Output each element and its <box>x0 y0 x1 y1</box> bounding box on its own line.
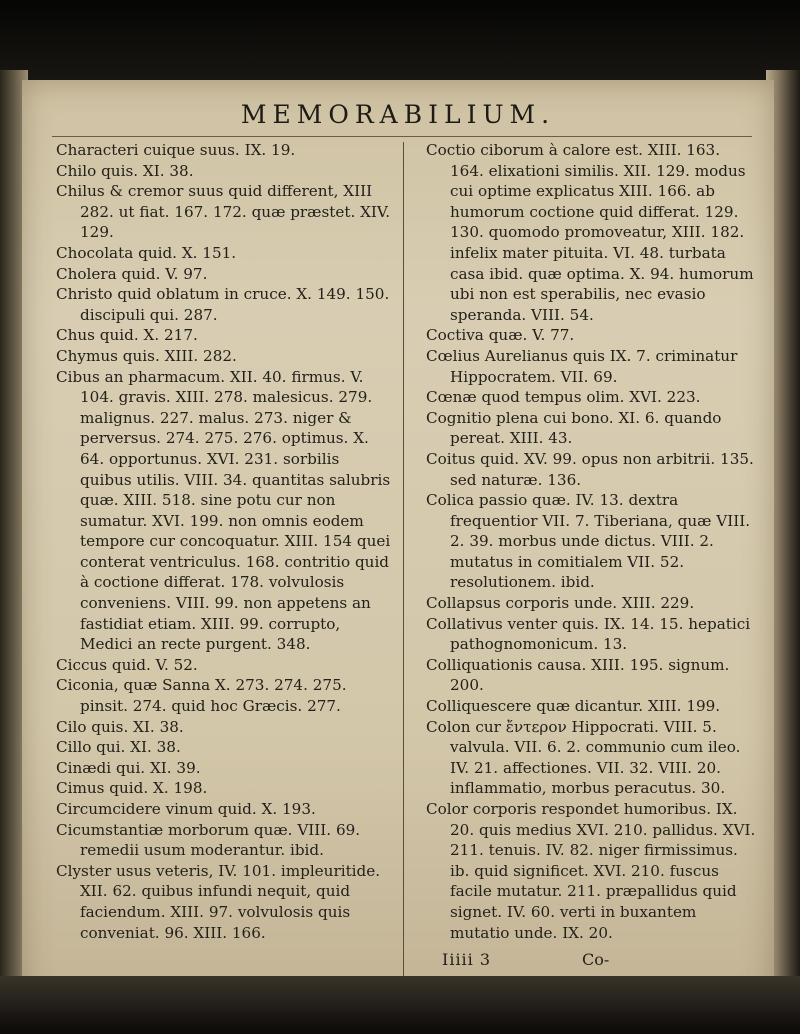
catchword: Co- <box>582 950 610 969</box>
index-entry: Cillo qui. XI. 38. <box>56 738 181 757</box>
left-column <box>56 140 391 943</box>
index-entry: Ciccus quid. V. 52. <box>56 655 198 674</box>
background-top <box>0 0 800 90</box>
index-entry: Color corporis respondet humoribus. IX. 20. quis medius XVI. 210. pallidus. XVI. 211. tenuis. IV. 82. niger firmissimus. ib. quid significet. XVI. 210. fuscus facile mutatur. 211. præpallidus quid signet. IV. 60. verti in buxantem mutatio unde. IX. 20. <box>426 800 756 942</box>
index-entry: Characteri cuique suus. IX. 19. <box>56 141 296 159</box>
index-entry: Chus quid. X. 217. <box>56 326 198 345</box>
index-entry: Ciconia, quæ Sanna X. 273. 274. 275. pinsit. 274. quid hoc Græcis. 277. <box>56 676 347 716</box>
index-entry: Coctiva quæ. V. 77. <box>426 326 575 345</box>
index-entry: Cognitio plena cui bono. XI. 6. quando pereat. XIII. 43. <box>426 408 722 448</box>
index-entry: Clyster usus veteris, IV. 101. impleuritide. XII. 62. quibus infundi nequit, quid faciendum. XIII. 97. volvulosis quis conveniat. 96. XIII. 166. <box>56 861 381 942</box>
right-column <box>426 140 756 943</box>
book-page <box>22 80 774 1010</box>
page-header: MEMORABILIUM. <box>240 100 556 129</box>
index-entry: Christo quid oblatum in cruce. X. 149. 150. discipuli qui. 287. <box>56 285 390 324</box>
index-entry: Circumcidere vinum quid. X. 193. <box>56 800 316 818</box>
index-entry: Cœlius Aurelianus quis IX. 7. criminatur Hippocratem. VII. 69. <box>426 346 738 386</box>
index-entry: Cicumstantiæ morborum quæ. VIII. 69. remedii usum moderantur. ibid. <box>56 820 361 860</box>
index-entry: Chocolata quid. X. 151. <box>56 243 237 262</box>
index-entry: Colliquescere quæ dicantur. XIII. 199. <box>426 697 721 716</box>
background-bottom <box>0 976 800 1034</box>
index-entry: Chilus & cremor suus quid different, XIII 282. ut fiat. 167. 172. quæ præstet. XIV. 129. <box>56 182 391 242</box>
index-entry: Cœnæ quod tempus olim. XVI. 223. <box>426 388 701 407</box>
index-entry: Cilo quis. XI. 38. <box>56 717 184 736</box>
index-entry: Cinædi qui. XI. 39. <box>56 758 201 777</box>
index-entry: Colon cur ἔντερον Hippocrati. VIII. 5. valvula. VII. 6. 2. communio cum ileo. IV. 21. affectiones. VII. 32. VIII. 20. inflammatio, morbus peracutus. 30. <box>426 717 741 798</box>
index-entry: Cibus an pharmacum. XII. 40. firmus. V. 104. gravis. XIII. 278. malesicus. 279. malignus. 227. malus. 273. niger & perversus. 274. 275. 276. optimus. X. 64. opportunus. XVI. 231. sorbilis quibus utilis. VIII. 34. quantitas salubris quæ. XIII. 518. sine potu cur non sumatur. XVI. 199. non omnis eodem tempore cur concoquatur. XIII. 154 quei conterat ventriculus. 168. contritio quid à coctione differat. 178. volvulosis conveniens. VIII. 99. non appetens an fastidiat etiam. XIII. 99. corrupto, Medici an recte purgent. 348. <box>56 367 391 654</box>
index-entry: Coitus quid. XV. 99. opus non arbitrii. 135. sed naturæ. 136. <box>426 449 754 489</box>
index-entry: Chymus quis. XIII. 282. <box>56 346 237 365</box>
header-rule <box>52 136 752 137</box>
index-entry: Cholera quid. V. 97. <box>56 264 208 283</box>
index-entry: Colliquationis causa. XIII. 195. signum. 200. <box>426 655 730 695</box>
index-entry: Collativus venter quis. IX. 14. 15. hepatici pathognomonicum. 13. <box>426 614 751 654</box>
index-entry: Colica passio quæ. IV. 13. dextra frequentior VII. 7. Tiberiana, quæ VIII. 2. 39. morbus unde dictus. VIII. 2. mutatus in comitialem VII. 52. resolutionem. ibid. <box>426 491 751 592</box>
index-entry: Chilo quis. XI. 38. <box>56 161 194 180</box>
index-entry: Cimus quid. X. 198. <box>56 779 208 798</box>
column-divider <box>403 142 404 982</box>
index-entry: Coctio ciborum à calore est. XIII. 163. 164. elixationi similis. XII. 129. modus cui optime explicatus XIII. 166. ab humorum coctione quid differat. 129. 130. quomodo promoveatur, XIII. 182. infelix mater pituita. VI. 48. turbata casa ibid. quæ optima. X. 94. humorum ubi non est sperabilis, nec evasio speranda. VIII. 54. <box>426 141 754 324</box>
signature-mark: Iiiii 3 <box>442 950 492 969</box>
index-entry: Collapsus corporis unde. XIII. 229. <box>426 594 695 613</box>
